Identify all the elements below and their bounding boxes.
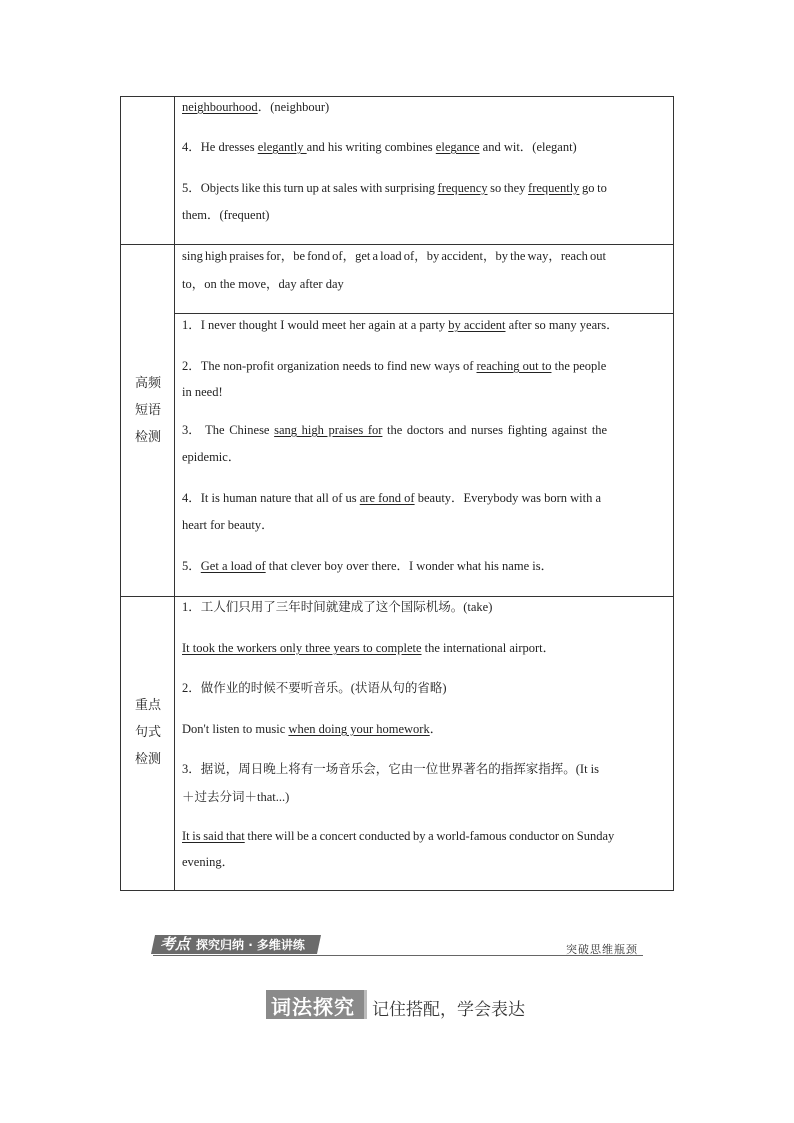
sentence-exercise-line — [182, 599, 492, 615]
section-label-sentences: 重点 句式 检测 — [134, 698, 161, 767]
text-segment: to，on the move，day after day — [182, 277, 344, 291]
table-border-top — [120, 96, 674, 97]
text-segment: that clever boy over there．I wonder what his name is． — [265, 559, 554, 573]
answer-text: neighbourhood — [182, 100, 258, 114]
answer-text: when doing your homework — [288, 722, 430, 736]
phrase-exercise-line — [182, 517, 274, 533]
text-segment: and wit．(elegant) — [479, 140, 577, 154]
text-segment: 1．I never thought I would meet her again at a party — [182, 318, 449, 332]
kaodian-subtitle: 探究归纳 · 多维讲练 — [196, 938, 305, 952]
answer-text: elegantly — [257, 140, 307, 154]
text-segment: 3． The Chinese — [182, 423, 275, 437]
phrase-exercise-line — [182, 384, 223, 400]
answer-text: frequently — [528, 181, 580, 195]
answer-text: Get a load of — [200, 559, 266, 573]
phrase-exercise-line — [182, 422, 607, 438]
text-segment: 4．It is human nature that all of us — [182, 491, 360, 505]
text-segment: the international airport． — [421, 641, 556, 655]
text-segment: heart for beauty． — [182, 518, 274, 532]
vocab-subtitle: 记住搭配，学会表达 — [372, 1000, 525, 1020]
text-segment: ＋过去分词＋that...) — [182, 790, 290, 804]
text-segment: ．(neighbour) — [257, 100, 330, 114]
text-segment: evening． — [182, 855, 235, 869]
table-row-divider — [120, 244, 674, 245]
table-row-divider — [120, 596, 674, 597]
text-segment: 3．据说，周日晚上将有一场音乐会，它由一位世界著名的指挥家指挥。(It is — [182, 762, 600, 776]
section-label-phrases: 高频 短语 检测 — [134, 376, 161, 445]
text-segment: so they — [487, 181, 529, 195]
sentence-exercise-line — [182, 721, 442, 737]
text-segment: ． — [429, 722, 443, 736]
sentence-exercise-line — [182, 680, 447, 696]
text-segment: Don't listen to music — [182, 722, 289, 736]
word-form-line — [182, 207, 269, 223]
answer-text: sang high praises for — [274, 423, 383, 437]
phrase-exercise-line — [182, 317, 619, 333]
text-segment: 1．工人们只用了三年时间就建成了这个国际机场。(take) — [182, 600, 493, 614]
sentence-exercise-line — [182, 854, 234, 870]
phrase-exercise-line — [182, 490, 601, 506]
word-form-line — [182, 139, 577, 155]
phrase-exercise-line — [182, 558, 553, 574]
sentence-exercise-line — [182, 789, 289, 805]
text-segment: the people — [551, 359, 607, 373]
text-segment: 4．He dresses — [182, 140, 258, 154]
table-subrow-divider — [174, 313, 674, 314]
kaodian-banner-text — [160, 936, 305, 954]
phrase-exercise-line — [182, 358, 606, 374]
sentence-exercise-line — [182, 761, 599, 777]
word-form-line — [182, 180, 607, 196]
sentence-exercise-line — [182, 640, 555, 656]
text-segment: sing high praises for，be fond of，get a load of，by accident，by the way，reach out — [182, 249, 606, 263]
phrase-list — [182, 276, 344, 292]
phrase-exercise-line — [182, 449, 240, 465]
text-segment: and his writing combines — [306, 140, 436, 154]
table-border-bottom — [120, 890, 674, 891]
phrase-list — [182, 248, 606, 264]
text-segment: 5． — [182, 559, 201, 573]
text-segment: 2．做作业的时候不要听音乐。(状语从句的省略) — [182, 681, 447, 695]
text-segment: the doctors and nurses fighting against the — [382, 423, 608, 437]
text-segment: 5．Objects like this turn up at sales with surprising — [182, 181, 438, 195]
text-segment: go to — [579, 181, 607, 195]
answer-text: It took the workers only three years to complete — [182, 641, 422, 655]
text-segment: epidemic． — [182, 450, 241, 464]
text-segment: in need! — [182, 385, 223, 399]
text-segment: there will be a concert conducted by a world-famous conductor on Sunday — [244, 829, 615, 843]
text-segment: 2．The non-profit organization needs to find new ways of — [182, 359, 477, 373]
answer-text: are fond of — [359, 491, 415, 505]
answer-text: by accident — [448, 318, 506, 332]
answer-text: It is said that — [182, 829, 245, 843]
vocab-title: 词法探究 — [271, 995, 355, 1019]
text-segment: them．(frequent) — [182, 208, 270, 222]
sentence-exercise-line — [182, 828, 614, 844]
text-segment: beauty．Everybody was born with a — [414, 491, 602, 505]
answer-text: reaching out to — [476, 359, 552, 373]
answer-text: elegance — [435, 140, 480, 154]
kaodian-title: 考点 — [160, 935, 191, 953]
answer-text: frequency — [437, 181, 488, 195]
table-border-right — [673, 96, 674, 891]
banner-right-text: 突破思维瓶颈 — [566, 943, 638, 956]
word-form-line — [182, 99, 329, 115]
text-segment: after so many years． — [505, 318, 619, 332]
